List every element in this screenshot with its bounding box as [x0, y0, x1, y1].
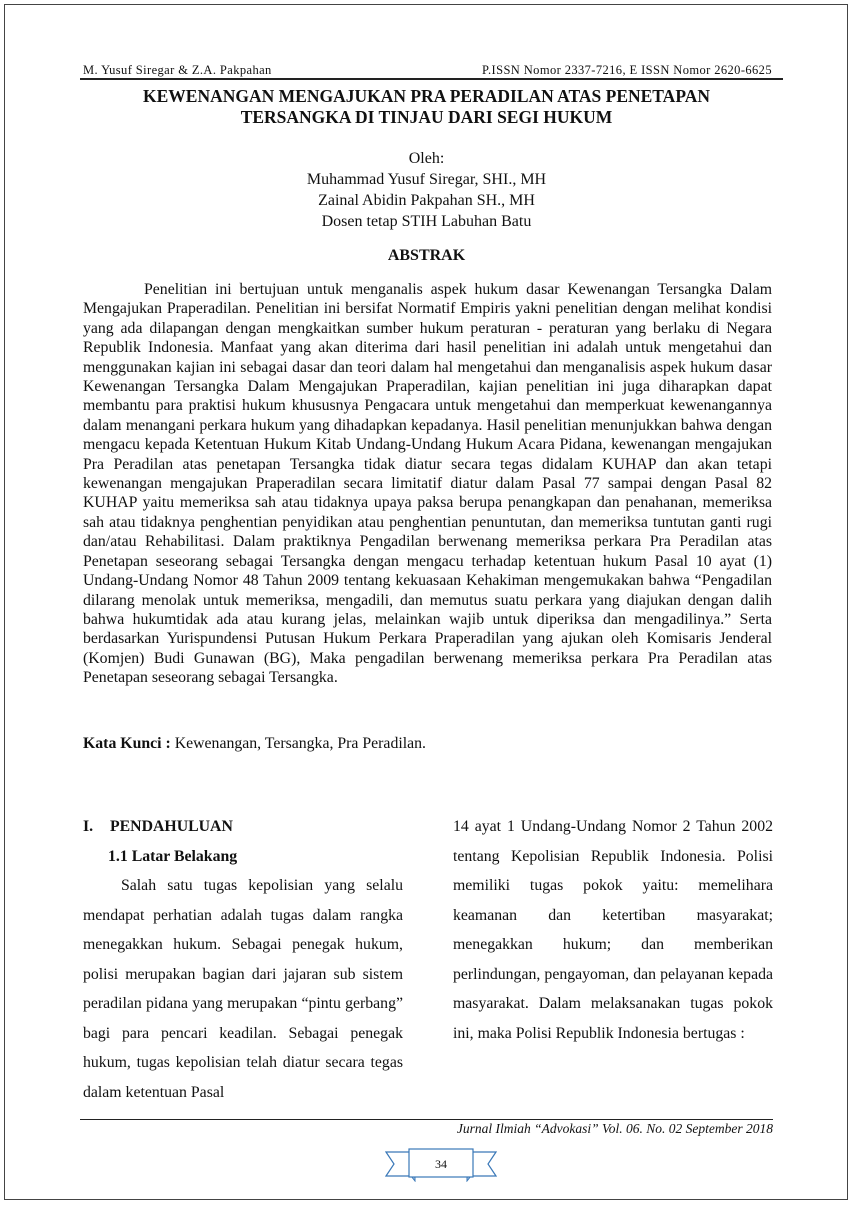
byline [80, 148, 773, 232]
page-number: 34 [435, 1157, 447, 1171]
keywords [83, 735, 772, 753]
header-rule [80, 78, 783, 80]
affiliation: Dosen tetap STIH Labuhan Batu [321, 213, 532, 230]
left-column [83, 812, 403, 1107]
body-paragraph-left: Salah satu tugas kepolisian yang selalu mendapat perhatian adalah tugas dalam rangka menegakkan hukum. Sebagai penegak hukum, polisi merupakan bagian dari jajaran sub sistem peradilan pidana yang merupakan “pintu gerbang” bagi para pencari keadilan. Sebagai penegak hukum, tugas kepolisian telah diatur secara tegas dalam ketentuan Pasal [83, 877, 403, 1101]
header-authors: M. Yusuf Siregar & Z.A. Pakpahan [83, 63, 272, 77]
footer-rule [80, 1119, 773, 1120]
title-line-2: TERSANGKA DI TINJAU DARI SEGI HUKUM [240, 107, 613, 127]
title-line-1: KEWENANGAN MENGAJUKAN PRA PERADILAN ATAS PENETAPAN [143, 86, 710, 106]
section-heading [83, 812, 403, 842]
keywords-label: Kata Kunci : [83, 735, 171, 752]
right-column [453, 812, 773, 1048]
running-header [83, 63, 772, 78]
journal-name: Jurnal Ilmiah “Advokasi” Vol. 06. No. 02 September 2018 [456, 1121, 773, 1136]
paper-title [80, 86, 773, 128]
keywords-value: Kewenangan, Tersangka, Pra Peradilan. [170, 735, 426, 752]
author-1: Muhammad Yusuf Siregar, SHI., MH [306, 171, 547, 188]
page-number-ribbon [385, 1148, 497, 1182]
abstract-text: Penelitian ini bertujuan untuk menganalis aspek hukum dasar Kewenangan Tersangka Dalam Mengajukan Praperadilan. Penelitian ini bersifat Normatif Empiris yakni penelitian dengan melihat kondisi yang ada dilapangan dengan mengkaitkan sumber hukum peraturan - peraturan yang berlaku di Negara Republik Indonesia. Manfaat yang akan diterima dari hasil penelitian ini adalah untuk mengetahui dan menggunakan kajian ini sebagai dasar dan teori dalam hal mengetahui dan menganalisis aspek hukum dasar Kewenangan Tersangka Dalam Mengajukan Praperadilan, kajian penelitian ini juga diharapkan dapat membantu para praktisi hukum khususnya Pengacara untuk mengetahui dan memperkuat kewenangannya dalam menangani perkara hukum yang dihadapkan kepadanya. Hasil penelitian menunjukkan bahwa dengan mengacu kepada Ketentuan Hukum Kitab Undang-Undang Hukum Acara Pidana, kewenangan mengajukan Pra Peradilan atas penetapan Tersangka tidak diatur secara tegas didalam KUHAP dan akan tetapi kewenangan mengajukan Praperadilan secara limitatif diatur dalam Pasal 77 sampai dengan Pasal 82 KUHAP yaitu memeriksa sah atau tidaknya upaya paksa berupa penangkapan dan penahanan, memeriksa sah atau tidaknya penghentian penyidikan atau penghentian penuntutan, dan memeriksa tuntutan ganti rugi dan/atau Rehabilitasi. Dalam praktiknya Pengadilan berwenang memeriksa perkara Pra Peradilan atas Penetapan seseorang sebagai Tersangka dengan mengacu terhadap ketentuan hukum Pasal 10 ayat (1) Undang-Undang Nomor 48 Tahun 2009 tentang kekuasaan Kehakiman mengemukakan bahwa “Pengadilan dilarang menolak untuk memeriksa, mengadili, dan memutus suatu perkara yang diajukan dengan dalih bahwa hukumtidak ada atau kurang jelas, melainkan wajib untuk diperiksa dan mengadilinya.” Serta berdasarkan Yurispundensi Putusan Hukum Perkara Praperadilan yang ajukan oleh Komisaris Jenderal (Komjen) Budi Gunawan (BG), Maka pengadilan berwenang memeriksa perkara Pra Peradilan atas Penetapan seseorang sebagai Tersangka. [83, 281, 772, 687]
author-2: Zainal Abidin Pakpahan SH., MH [318, 192, 535, 209]
subsection-heading: 1.1 Latar Belakang [108, 847, 238, 865]
body-paragraph-right: 14 ayat 1 Undang-Undang Nomor 2 Tahun 2002 tentang Kepolisian Republik Indonesia. Polisi memiliki tugas pokok yaitu: memelihara keamanan dan ketertiban masyarakat; menegakkan hukum; dan memberikan perlindungan, pengayoman, dan pelayanan kepada masyarakat. Dalam melaksanakan tugas pokok ini, maka Polisi Republik Indonesia bertugas : [453, 818, 773, 1042]
section-title: PENDAHULUAN [110, 818, 233, 835]
section-number: I. [83, 818, 94, 835]
header-issn: P.ISSN Nomor 2337-7216, E ISSN Nomor 2620-6625 [482, 63, 772, 77]
byline-label: Oleh: [408, 150, 445, 167]
abstract-heading: ABSTRAK [387, 247, 466, 264]
